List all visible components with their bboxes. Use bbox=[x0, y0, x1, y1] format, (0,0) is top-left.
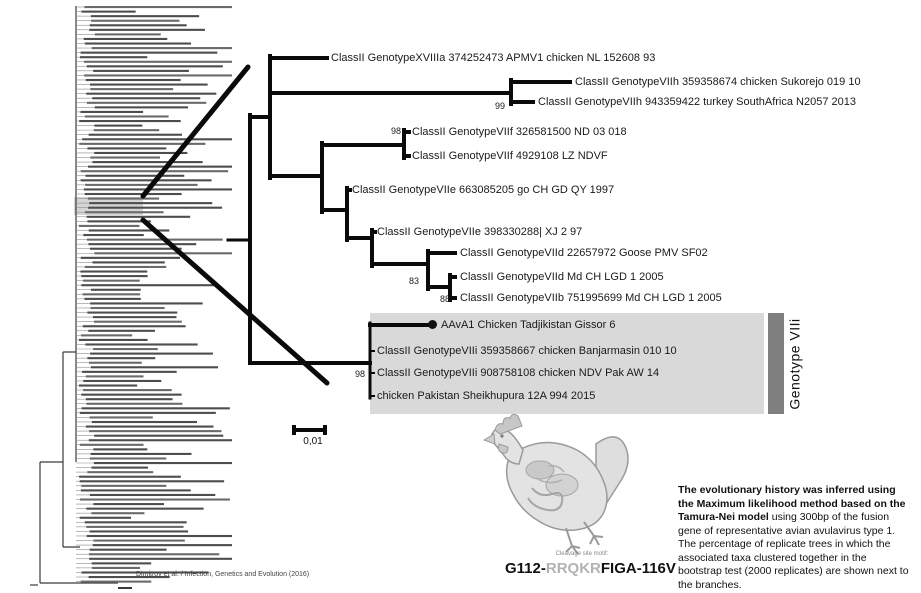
taxon-label: AAvA1 Chicken Tadjikistan Gissor 6 bbox=[441, 319, 616, 331]
motif-cleavage-site: RRQKR bbox=[545, 560, 601, 577]
cleavage-motif bbox=[505, 560, 676, 577]
taxon-label: ClassII GenotypeVIIi 359358667 chicken Banjarmasin 010 10 bbox=[377, 345, 677, 357]
taxon-label: ClassII GenotypeVIId Md CH LGD 1 2005 bbox=[460, 271, 664, 283]
bootstrap-value: 99 bbox=[495, 101, 506, 111]
taxon-label: ClassII GenotypeVIIe 398330288| XJ 2 97 bbox=[377, 226, 583, 238]
taxon-label: ClassII GenotypeVIIi 908758108 chicken NDV Pak AW 14 bbox=[377, 367, 660, 379]
taxon-label: ClassII GenotypeVIIf 326581500 ND 03 018 bbox=[412, 126, 627, 138]
taxon-label: ClassII GenotypeVIIb 751995699 Md CH LGD 1 2005 bbox=[460, 292, 722, 304]
taxon-label: ClassII GenotypeVIIh 943359422 turkey SouthAfrica N2057 2013 bbox=[538, 96, 856, 108]
genotype-viii-group-label: Genotype VIIi bbox=[787, 318, 804, 410]
motif-prefix: G112- bbox=[505, 560, 546, 577]
motif-suffix: FIGA-116V bbox=[600, 560, 676, 577]
bootstrap-value: 98 bbox=[391, 126, 402, 136]
scale-bar-label: 0,01 bbox=[303, 436, 323, 447]
taxon-label: chicken Pakistan Sheikhupura 12A 994 2015 bbox=[377, 390, 596, 402]
chicken-icon bbox=[484, 414, 628, 554]
methods-caption bbox=[678, 484, 911, 592]
taxon-label: ClassII GenotypeVIId 22657972 Goose PMV SF02 bbox=[460, 247, 708, 259]
methods-caption-bold: The evolutionary history was inferred using the Maximum likelihood method based on the Tamura-Nei model bbox=[678, 484, 906, 523]
source-citation: Dimitrov et al. / Infection, Genetics and Evolution (2016) bbox=[136, 571, 310, 578]
bootstrap-value: 83 bbox=[409, 276, 420, 286]
taxon-label: ClassII GenotypeVIIf 4929108 LZ NDVF bbox=[412, 150, 608, 162]
methods-caption-rest: using 300bp of the fusion gene of representative avian avulavirus type 1. The percentage of replicate trees in which the associated taxa clustered together in the bootstrap test (2000 replicates) are shown next to the branches. bbox=[678, 511, 909, 591]
taxon-label: ClassII GenotypeVIIe 663085205 go CH GD QY 1997 bbox=[352, 184, 615, 196]
cleavage-motif-caption: Cleavage site motif: bbox=[555, 551, 609, 557]
taxon-label: ClassII GenotypeXVIIIa 374252473 APMV1 chicken NL 152608 93 bbox=[331, 52, 656, 64]
bootstrap-value: 98 bbox=[355, 369, 366, 379]
taxon-label: ClassII GenotypeVIIh 359358674 chicken Sukorejo 019 10 bbox=[575, 76, 861, 88]
bootstrap-value: 88 bbox=[440, 294, 451, 304]
